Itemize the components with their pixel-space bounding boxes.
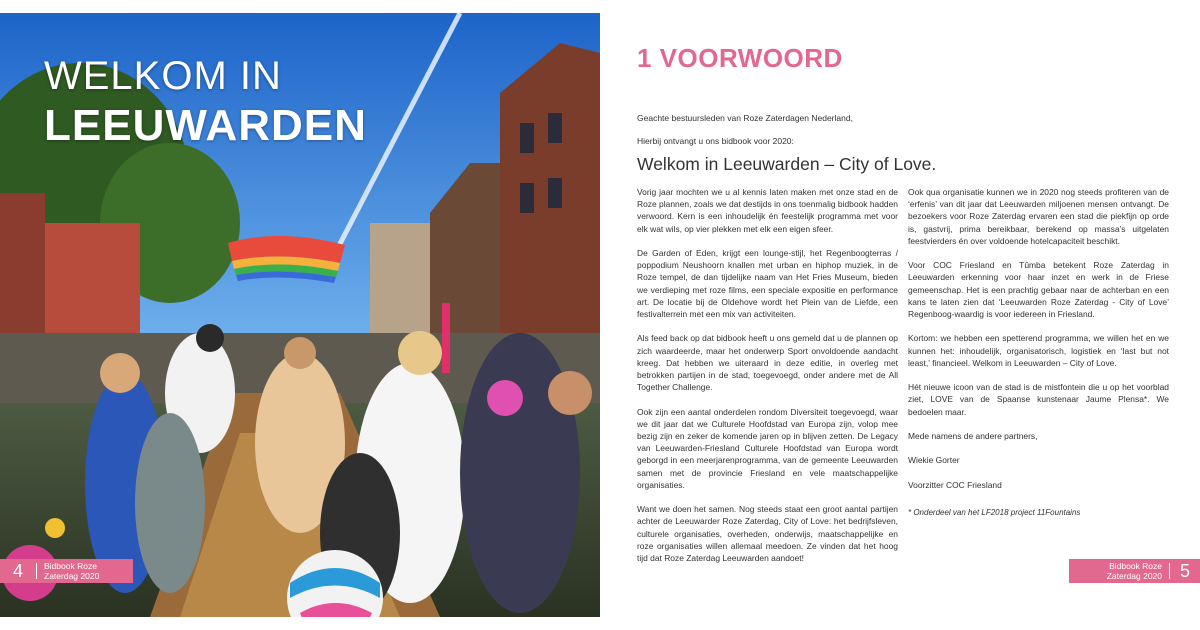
paragraph: Vorig jaar mochten we u al kennis laten maken met onze stad en de Roze plannen, zoals we dat destijds in ons toenmalig bidbook hadden verwoord. Kern is een inhoudelijk én feestelijk programma met voor elk wat wils, op vier plekken met elk een eigen sfeer. (637, 187, 898, 234)
left-text-column (637, 186, 898, 576)
right-page-number: 5 (1179, 561, 1190, 581)
paragraph: Ook zijn een aantal onderdelen rondom Diversiteit toegevoegd, waar we dit jaar dat we Culturele Hoofdstad van Europa zijn, volop mee bezig zijn en zeker de komende jaren op in blijven zetten. De Legacy van Leeuwarden-Friesland Culturele Hoofdstad van Europa wordt geborgd in een meerjarenprogramma, van de gemeente Leeuwarden samen met de provincie Friesland en vele maatschappelijke organisaties. (637, 406, 898, 490)
paragraph: Voor COC Friesland en Tûmba betekent Roze Zaterdag in Leeuwarden erkenning voor haar inzet en werk in de Friese gemeenschap. Het is een prachtig gebaar naar de achterban en een kans te laten zien dat ‘Leeuwarden Roze Zaterdag - City of Love’ Regenboog-waardig is voor iedereen in Friesland. (908, 260, 1169, 320)
paragraph: Want we doen het samen. Nog steeds staat een groot aantal partijen achter de Leeuwarder Roze Zaterdag, City of Love: het bedrijfsleven, culturele organisaties, overheden, onderwijs, maatschappelijke en roze organisaties willen allemaal meedoen. Ze vinden dat het hoog tijd dat Roze Zaterdag Leeuwarden aandoet! (637, 504, 898, 564)
paragraph: Ook qua organisatie kunnen we in 2020 nog steeds profiteren van de ‘erfenis’ van dit jaar dat Leeuwarden miljoenen mensen ontvangt. De bezoekers voor Roze Zaterdag ervaren een stad die piekfijn op orde is, gastvrij, prima bereikbaar, berekend op massa’s uitgelaten feestvierders én over voldoende hotelcapaciteit beschikt. (908, 187, 1169, 246)
signature-role: Voorzitter COC Friesland (908, 479, 1002, 490)
right-footer-publication-line2: Zaterdag 2020 (1106, 571, 1162, 581)
right-footer-publication-line1: Bidbook Roze (1109, 561, 1162, 571)
left-footer-publication (44, 561, 99, 581)
signature-name: Wiekie Gorter (908, 455, 960, 466)
subtitle: Welkom in Leeuwarden – City of Love. (637, 154, 937, 174)
left-footer-publication-line2: Zaterdag 2020 (44, 571, 100, 581)
welcome-title-line2: LEEUWARDEN (44, 101, 367, 150)
paragraph: Hét nieuwe icoon van de stad is de mistfontein die u op het voorblad ziet, LOVE van de Spaanse kunstenaar Jaume Plensa*. We bedoelen maar. (908, 382, 1169, 417)
right-text-column (908, 186, 1169, 531)
right-page-text (600, 0, 1200, 630)
salutation: Geachte bestuursleden van Roze Zaterdagen Nederland, (637, 113, 853, 123)
left-footer-publication-line1: Bidbook Roze (44, 561, 97, 571)
welcome-title-line1: WELKOM IN (44, 54, 282, 98)
right-page-footer (1069, 559, 1200, 583)
left-page-photo (0, 13, 600, 617)
right-footer-publication (1107, 561, 1162, 581)
paragraph: Als feed back op dat bidbook heeft u ons gemeld dat u de plannen op zich waardeerde, maar het onderwerp Sport onvoldoende aandacht kreeg. Dat hebben we uiteraard in deze editie, in overleg met betrokken partijen in de stad, toegevoegd, onder andere met de All Together Challenge. (637, 333, 898, 393)
welcome-title (44, 53, 367, 153)
footer-separator (36, 563, 37, 579)
paragraph: De Garden of Eden, krijgt een lounge-stijl, het Regenboogterras / poppodium Neushoorn knallen met urban en hiphop muziek, in de Roze tempel, de dan tijdelijke naam van Het Fries Museum, bieden we verdieping met roze films, een speciale expositie en performance art. De locatie bij de Oldehove wordt het Plein van de Liefde, een festivalterrein met een mix van activiteiten. (637, 248, 898, 320)
closing-line: Mede namens de andere partners, (908, 431, 1038, 441)
intro-line: Hierbij ontvangt u ons bidbook voor 2020: (637, 136, 794, 146)
left-page-number: 4 (12, 561, 23, 581)
paragraph: Kortom: we hebben een spetterend programma, we willen het en we kunnen het: inhoudelijk, organisatorisch, logistiek en ‘last but not least,’ financieel. Welkom in Leeuwarden – City of Love. (908, 333, 1169, 368)
footnote: * Onderdeel van het LF2018 project 11Fountains (908, 507, 1081, 517)
left-page-footer (0, 559, 133, 583)
chapter-title: 1 VOORWOORD (637, 43, 843, 73)
